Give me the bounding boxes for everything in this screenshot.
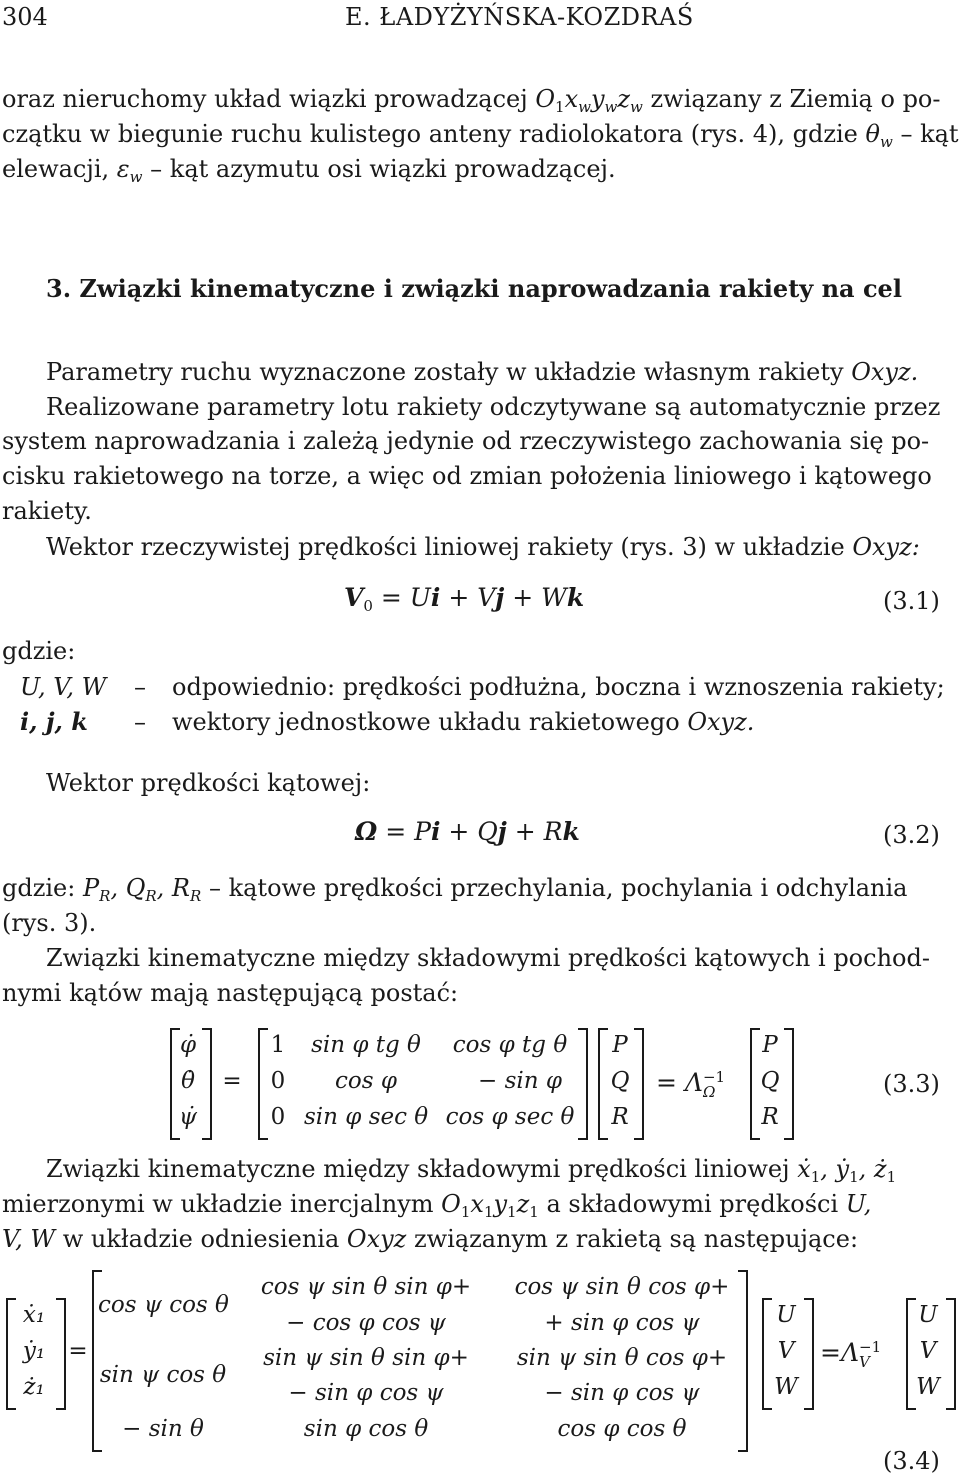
eq33-lambda-sup: −1 — [702, 1068, 726, 1086]
para2-line-2: nymi kątów mają następującą postać: — [2, 979, 459, 1007]
where1-row-2-desc-text: wektory jednostkowe układu rakietowego — [172, 708, 680, 736]
eq34-c1-0: cos ψ cos θ — [98, 1292, 229, 1318]
intro-line-2-tail: – kąt — [900, 120, 959, 148]
para1-line-6-sym: Oxyz: — [852, 533, 920, 561]
where2-line-1-a: gdzie: — [2, 874, 76, 902]
eq31-rhs-2: + V — [448, 583, 496, 612]
where1-row-1-sym: U, V, W — [20, 673, 107, 701]
para3-line-3-a: V, W — [2, 1225, 56, 1253]
eq33-vec1-2: R — [611, 1104, 629, 1130]
para3-line-2-a: mierzonymi w układzie inercjalnym — [2, 1190, 434, 1218]
intro-line-3-a: elewacji, — [2, 155, 110, 183]
eq33-m-2-1: sin φ sec θ — [304, 1104, 429, 1130]
para3-line-1-text: Związki kinematyczne między składowymi prędkości liniowej — [46, 1155, 790, 1183]
eq32-rhs-3: + R — [514, 817, 563, 846]
where1-row-1-desc: odpowiednio: prędkości podłużna, boczna i wznoszenia rakiety; — [172, 673, 945, 701]
eq33-vec2-2: R — [761, 1104, 779, 1130]
eq34-equals: = — [68, 1338, 88, 1364]
eq34-vec2-2: W — [916, 1374, 940, 1400]
eq34-vec1-bracket-right — [804, 1298, 814, 1410]
where2-line-1: gdzie: $P_R$, $Q_R$, $R_R$ – kątowe prędkości przechylania, pochylania i odchylania — [2, 874, 908, 905]
eq33-m-0-1: sin φ tg θ — [311, 1032, 421, 1058]
eq34-lambda-text: =Λ — [820, 1338, 860, 1367]
eq33-m-0-2: cos φ tg θ — [452, 1032, 568, 1058]
eq34-lambda-sub: V — [859, 1353, 870, 1371]
eq34-c3-4: cos φ cos θ — [557, 1416, 687, 1442]
eq34-c3-3: − sin φ cos ψ — [544, 1380, 700, 1406]
eq33-vec2-1: Q — [760, 1068, 780, 1094]
equation-number-3-3: (3.3) — [883, 1070, 940, 1098]
eq33-vec1-0: P — [612, 1032, 628, 1058]
eq33-equals: = — [222, 1068, 242, 1094]
eq33-m-0-0: 1 — [270, 1032, 286, 1058]
equation-3-1 — [344, 583, 584, 615]
eq33-m-2-0: 0 — [270, 1104, 286, 1130]
eq34-lambda — [820, 1338, 881, 1370]
intro-line-1: oraz nieruchomy układ wiązki prowadzącej $O_1x_wy_wz_w$ związany z Ziemią o po- — [2, 85, 941, 116]
para3-line-3 — [2, 1222, 858, 1256]
eq34-c2-2: sin ψ sin θ sin φ+ — [263, 1345, 469, 1371]
eq33-lambda-scripts — [703, 1070, 725, 1100]
intro-line-3: elewacji, $\varepsilon_w$ – kąt azymutu osi wiązki prowadzącej. — [2, 155, 616, 186]
intro-line-2-text: czątku w biegunie ruchu kulistego anteny radiolokatora (rys. 4), gdzie — [2, 120, 858, 148]
eq32-rhs-2: + Q — [448, 817, 498, 846]
eq33-lhs-1: θ̇ — [181, 1068, 195, 1094]
eq34-lhs-2: ż₁ — [23, 1374, 45, 1400]
para3-line-3-sym: Oxyz — [346, 1225, 407, 1253]
page-number: 304 — [2, 3, 48, 31]
para3-line-2-b: a składowymi prędkości — [546, 1190, 839, 1218]
eq33-lambda — [656, 1068, 725, 1100]
intro-line-1-text: oraz nieruchomy układ wiązki prowadzącej — [2, 85, 528, 113]
para1-line-4: cisku rakietowego na torze, a więc od zmian położenia liniowego i kątowego — [2, 462, 932, 490]
eq34-c2-3: − sin φ cos ψ — [288, 1380, 444, 1406]
equation-3-2 — [355, 817, 580, 846]
eq34-lambda-scripts — [859, 1340, 881, 1370]
where1-row-2-sym: i, j, k — [20, 707, 88, 736]
eq34-vec2-0: U — [918, 1302, 938, 1328]
eq33-m-1-0: 0 — [270, 1068, 286, 1094]
para1-line-6-text: Wektor rzeczywistej prędkości liniowej rakiety (rys. 3) w układzie — [46, 533, 845, 561]
eq32-lhs: Ω — [355, 817, 378, 846]
intro-line-3-b: – kąt azymutu osi wiązki prowadzącej. — [150, 155, 616, 183]
eq31-rhs-1: = U — [380, 583, 431, 612]
eq34-c1-2: − sin θ — [122, 1416, 204, 1442]
eq32-rhs-1: = P — [385, 817, 431, 846]
where2-line-2: (rys. 3). — [2, 909, 97, 937]
eq33-lhs-2: ψ̇ — [178, 1104, 198, 1130]
eq33-vec1-bracket-right — [634, 1028, 644, 1140]
eq32-rhs-j: j — [497, 817, 507, 846]
eq33-m-1-2: − sin φ — [478, 1068, 562, 1094]
para1-line-1 — [46, 355, 918, 389]
eq34-c3-1: + sin φ cos ψ — [544, 1310, 700, 1336]
eq33-vec2-0: P — [762, 1032, 778, 1058]
where1-row-1-dash: – — [134, 673, 146, 701]
eq34-vec1-1: V — [777, 1338, 795, 1364]
para3-line-1: Związki kinematyczne między składowymi prędkości liniowej ẋ$_1$, ẏ$_1$, $ż_1$ — [46, 1155, 897, 1186]
para1-line-3: system naprowadzania i zależą jedynie od rzeczywistego zachowania się po- — [2, 427, 930, 455]
where1-row-2-dash: – — [134, 708, 146, 736]
equation-number-3-4: (3.4) — [883, 1447, 940, 1475]
para3-line-3-c: związanym z rakietą są następujące: — [413, 1225, 859, 1253]
intro-line-1-tail: związany z Ziemią o po- — [650, 85, 941, 113]
equation-number-3-2: (3.2) — [883, 821, 940, 849]
eq33-vec1-1: Q — [610, 1068, 630, 1094]
eq31-rhs-i: i — [430, 583, 441, 612]
eq33-lambda-sub: Ω — [702, 1083, 716, 1101]
eq34-lambda-sup: −1 — [859, 1338, 882, 1356]
equation-number-3-1: (3.1) — [883, 587, 940, 615]
eq34-c2-4: sin φ cos θ — [303, 1416, 429, 1442]
eq34-lhs-1: ẏ₁ — [22, 1338, 46, 1364]
eq33-lhs-0: φ̇ — [179, 1032, 197, 1058]
eq34-vec2-bracket-right — [946, 1298, 956, 1410]
eq33-lambda-text: = Λ — [656, 1068, 703, 1097]
eq31-rhs-3: + W — [512, 583, 567, 612]
para1-line-5: rakiety. — [2, 497, 92, 525]
eq34-matrix-bracket-right — [738, 1270, 748, 1452]
eq33-lhs-bracket-right — [202, 1028, 212, 1140]
eq34-c2-0: cos ψ sin θ sin φ+ — [260, 1274, 472, 1300]
section-heading: 3. Związki kinematyczne i związki naprowadzania rakiety na cel — [46, 274, 902, 303]
eq32-rhs-i: i — [430, 817, 441, 846]
eq31-lhs: V — [344, 583, 364, 612]
para1-line-6 — [46, 530, 920, 564]
para3-line-3-b: w układzie odniesienia — [62, 1225, 340, 1253]
eq32-rhs-k: k — [562, 817, 580, 846]
eq34-vec2-1: V — [919, 1338, 937, 1364]
eq34-vec1-2: W — [774, 1374, 798, 1400]
where1-row-2-desc — [172, 705, 754, 739]
eq34-vec1-0: U — [776, 1302, 796, 1328]
eq34-lhs-0: ẋ₁ — [22, 1302, 46, 1328]
eq31-rhs-j: j — [495, 583, 505, 612]
where1-label: gdzie: — [2, 637, 76, 665]
para3-line-2-c: U, — [845, 1190, 872, 1218]
intro-line-2: czątku w biegunie ruchu kulistego anteny radiolokatora (rys. 4), gdzie $\theta_w$ – kąt — [2, 120, 959, 151]
eq33-m-2-2: cos φ sec θ — [445, 1104, 575, 1130]
eq34-c2-1: − cos φ cos ψ — [286, 1310, 446, 1336]
eq33-m-1-1: cos φ — [335, 1068, 397, 1094]
para3-line-2: mierzonymi w układzie inercjalnym $O_1x_1y_1z_1$ a składowymi prędkości U, — [2, 1190, 872, 1221]
eq33-vec2-bracket-right — [784, 1028, 794, 1140]
angular-velocity-label: Wektor prędkości kątowej: — [46, 769, 371, 797]
para1-line-1-sym: Oxyz. — [851, 358, 919, 386]
para1-line-1-text: Parametry ruchu wyznaczone zostały w układzie własnym rakiety — [46, 358, 844, 386]
eq34-c1-1: sin ψ cos θ — [99, 1362, 227, 1388]
where2-line-1-b: – kątowe prędkości przechylania, pochylania i odchylania — [208, 874, 908, 902]
para1-line-2: Realizowane parametry lotu rakiety odczytywane są automatycznie przez — [46, 393, 941, 421]
eq33-matrix-bracket-right — [578, 1028, 588, 1140]
eq34-c3-2: sin ψ sin θ cos φ+ — [516, 1345, 728, 1371]
eq31-rhs-k: k — [566, 583, 585, 612]
where1-row-2-desc-sym: Oxyz. — [687, 708, 755, 736]
para2-line-1: Związki kinematyczne między składowymi prędkości kątowych i pochod- — [46, 944, 930, 972]
running-title: E. ŁADYŻYŃSKA-KOZDRAŚ — [345, 3, 694, 31]
eq34-c3-0: cos ψ sin θ cos φ+ — [514, 1274, 730, 1300]
eq31-lhs-sub: 0 — [363, 597, 373, 615]
